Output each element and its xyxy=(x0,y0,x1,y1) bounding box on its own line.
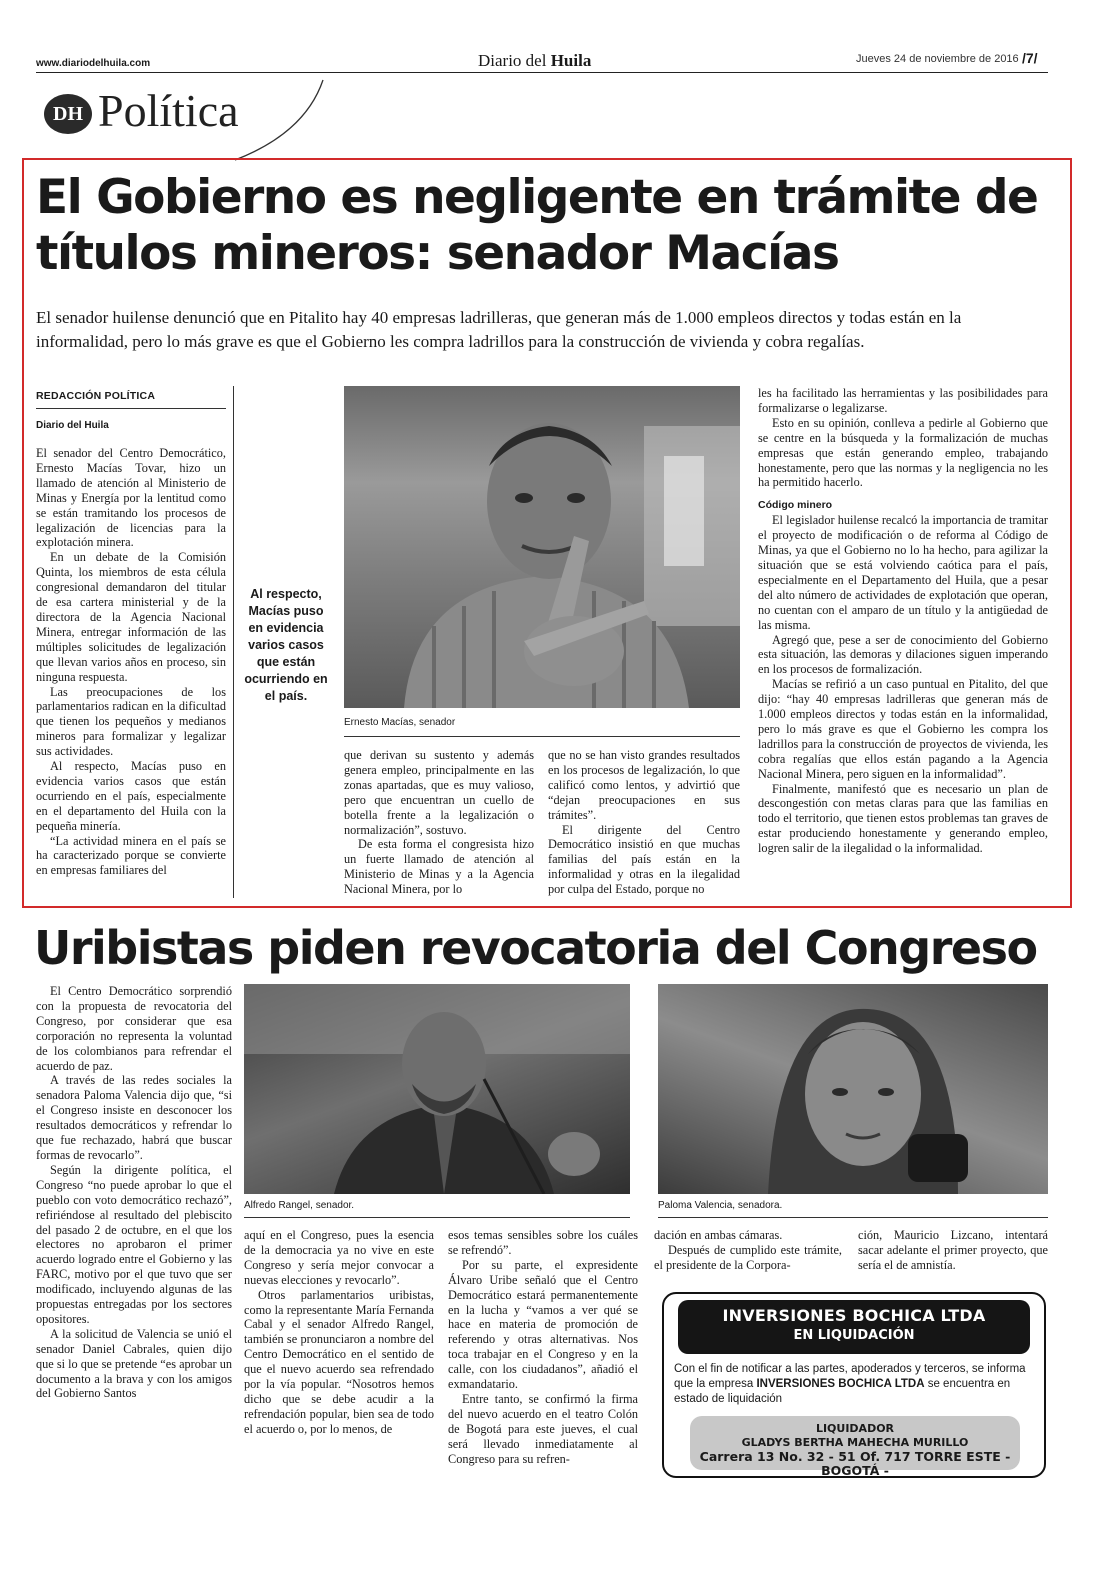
article1-column-3 xyxy=(548,748,740,898)
paragraph: aquí en el Congreso, pues la esencia de la democracia ya no vive en este Congreso y sería mejor convocar a nuevas elecciones y revocarlo”. xyxy=(244,1228,434,1287)
paragraph: Entre tanto, se confirmó la firma del nuevo acuerdo en el teatro Colón de Bogotá para este jueves, el cual será llevado inmediatamente al Congreso para su refren- xyxy=(448,1391,638,1466)
paragraph: El senador del Centro Democrático, Ernesto Macías Tovar, hizo un llamado de atención al Ministerio de Minas y Energía por la lentitud como se están tramitando los procesos de legalización de licencias para la explotación minera. xyxy=(36,446,226,550)
section-curve-decoration xyxy=(235,78,325,164)
page-number: /7/ xyxy=(1022,50,1038,66)
header-rule xyxy=(36,72,1048,73)
notice-contact xyxy=(690,1416,1020,1478)
article2-photo2-caption: Paloma Valencia, senadora. xyxy=(658,1200,783,1211)
article2-photo1-caption: Alfredo Rangel, senador. xyxy=(244,1200,355,1211)
article1-headline: El Gobierno es negligente en trámite de títulos mineros: senador Macías xyxy=(36,170,1038,281)
paragraph: El dirigente del Centro Democrático insistió en que muchas familias del país están en la informalidad y otras en la ilegalidad por culpa del Estado, porque no xyxy=(548,822,740,897)
paragraph: En un debate de la Comisión Quinta, los miembros de esta célula congresional demandaron del titular de esa cartera ministerial y de la directora de la Agencia Nacional Minera, entregar información de las múltiples solicitudes de legalización que llevan varios años en proceso, sin ninguna respuesta. xyxy=(36,550,226,684)
paragraph: Las preocupaciones de los parlamentarios radican en la dificultad que tienen los pequeños y medianos mineros para formalizar y legalizar sus actividades. xyxy=(36,684,226,759)
article1-column-1 xyxy=(36,446,226,898)
site-url: www.diariodelhuila.com xyxy=(36,58,151,69)
paragraph: Macías se refirió a un caso puntual en Pitalito, del que dijo: “hay 40 empresas ladrilleras que generan más de 1.000 empleos directos y todas están en la informalidad, pero lo más grave es que el Gobierno les compra los ladrillos para la construcción de proyectos de vivienda, les cobra regalías que ellos están pagando a la Agencia Nacional Minera, pero siguen en la informalidad”. xyxy=(758,677,1048,781)
paragraph: “La actividad minera en el país se ha caracterizado porque se convierte en empresas familiares del xyxy=(36,833,226,878)
edition-date: Jueves 24 de noviembre de 2016 xyxy=(856,53,1019,65)
byline-rule xyxy=(36,408,226,409)
newspaper-name: Diario del Huila xyxy=(478,51,592,70)
article2-headline: Uribistas piden revocatoria del Congreso xyxy=(34,921,1037,975)
paragraph: El legislador huilense recalcó la importancia de tramitar el proyecto de modificación o de reforma al Código de Minas, ya que el Gobierno no lo ha hecho, para agilizar la situación que se está volviendo caótica para el país, especialmente en el Departamento del Huila, que a pesar del alto número de actividades de explotación que operan, no cuentan con el amparo de un título y la antigüedad de las misma. xyxy=(758,513,1048,632)
article1-source: Diario del Huila xyxy=(36,420,109,431)
article2-column-2 xyxy=(244,1228,434,1524)
notice-subtitle: EN LIQUIDACIÓN xyxy=(793,1328,915,1343)
photo-alfredo-rangel xyxy=(244,984,630,1194)
article1-column-2 xyxy=(344,748,534,898)
article1-byline: REDACCIÓN POLÍTICA xyxy=(36,390,156,402)
article2-column-5 xyxy=(858,1228,1048,1278)
photo-paloma-valencia xyxy=(658,984,1048,1194)
paragraph: Después de cumplido este trámite, el presidente de la Corpora- xyxy=(654,1242,842,1272)
caption-rule xyxy=(658,1217,1048,1218)
paragraph: Esto en su opinión, conlleva a pedirle al Gobierno que se centre en la búsqueda y la formalización de muchas empresas que están generando empleo, trabajando honestamente, pero que las normas y la negligencia no les ha permitido hacerlo. xyxy=(758,415,1048,490)
notice-role: LIQUIDADOR xyxy=(815,1422,895,1435)
article2-column-4 xyxy=(654,1228,842,1278)
paragraph: A la solicitud de Valencia se unió el senador Daniel Cabrales, quien dijo que si lo que se pretende “es aprobar un documento a la brava y con los amigos del Gobierno Santos xyxy=(36,1326,232,1401)
paragraph: ción, Mauricio Lizcano, intentará sacar adelante el primer proyecto, que sería el de amnistía. xyxy=(858,1228,1048,1272)
paragraph: Según la dirigente política, el Congreso “no puede aprobar lo que el pueblo con voto democrático rechazó”, refiriéndose al resultado del plebiscito del pasado 2 de octubre, en el que los electores no aprobaron el primer acuerdo logrado entre el Gobierno y las FARC, motivo por el que tuvo que ser modificado, incluyendo algunas de las propuestas entregadas por los sectores opositores. xyxy=(36,1162,232,1326)
column-rule xyxy=(233,386,234,898)
section-logo: DH xyxy=(44,94,92,134)
caption-rule xyxy=(344,736,740,737)
article1-subhead: Código minero xyxy=(758,499,833,512)
notice-liquidator-name: GLADYS BERTHA MAHECHA MURILLO xyxy=(741,1436,969,1449)
paragraph: El Centro Democrático sorprendió con la propuesta de revocatoria del Congreso, por considerar que esa corporación no representa la voluntad de los colombianos para refrendar el acuerdo de paz. xyxy=(36,984,232,1073)
paragraph: De esta forma el congresista hizo un fuerte llamado de atención al Ministerio de Minas y a la Agencia Nacional Minera, por lo xyxy=(344,837,534,897)
paragraph: Por su parte, el expresidente Álvaro Uribe señaló que el Centro Democrático estará permanentemente en la lucha y “vamos a ver qué se hace en materia de promoción de referendo y otras alternativas. Nos toca trabajar en el Congreso y en la calle, con los ciudadanos”, añadió el exmandatario. xyxy=(448,1257,638,1392)
paragraph: esos temas sensibles sobre los cuáles se refrendó”. xyxy=(448,1228,638,1257)
valencia-portrait-illustration xyxy=(658,984,1048,1194)
section-name: Política xyxy=(98,85,239,136)
article2-column-3 xyxy=(448,1228,638,1524)
paragraph: que derivan su sustento y además genera empleo, principalmente en las zonas apartadas, que es muy valioso, pero que encuentran un cuello de botella frente a la legalización o normalización”, sostuvo. xyxy=(344,748,534,837)
article1-lead: El senador huilense denunció que en Pitalito hay 40 empresas ladrilleras, que generan más de 1.000 empleos directos y todas están en la informalidad, pero lo más grave es que el Gobierno les compra ladrillos para la construcción de vivienda y cobra regalías. xyxy=(36,308,962,351)
paragraph: Al respecto, Macías puso en evidencia varios casos que están ocurriendo en el país, especialmente en el departamento del Huila con la pequeña minería. xyxy=(36,759,226,833)
photo-ernesto-macias xyxy=(344,386,740,708)
notice-header xyxy=(678,1300,1030,1354)
article1-column-4 xyxy=(758,386,1048,898)
paragraph: que no se han visto grandes resultados en los procesos de legalización, lo que calificó como lentos, y advirtió que “dejan preocupaciones en sus trámites”. xyxy=(548,748,740,822)
article1-photo-caption: Ernesto Macías, senador xyxy=(344,717,456,728)
caption-rule xyxy=(244,1217,630,1218)
paragraph: Agregó que, pese a ser de conocimiento del Gobierno esta situación, las demoras y dilaciones siguen imperando en los procesos de formalización. xyxy=(758,632,1048,677)
senator-portrait-illustration xyxy=(344,386,740,708)
rangel-portrait-illustration xyxy=(244,984,630,1194)
paragraph: dación en ambas cámaras. xyxy=(654,1228,783,1242)
notice-body: Con el fin de notificar a las partes, apoderados y terceros, se informa que la empresa INVERSIONES BOCHICA LTDA se encuentra en estado de liquidación xyxy=(674,1363,1026,1405)
notice-title: INVERSIONES BOCHICA LTDA xyxy=(722,1306,986,1325)
paragraph: Finalmente, manifestó que es necesario un plan de descongestión con metas claras para que las familias en todo el territorio, que tienen estos problemas tan graves de estar produciendo honestamente y generando empleo, logren salir de la ilegalidad o la informalidad. xyxy=(758,781,1048,856)
article2-column-1 xyxy=(36,984,232,1524)
notice-address: Carrera 13 No. 32 - 51 Of. 717 TORRE ESTE - BOGOTÁ - xyxy=(699,1449,1011,1478)
paragraph: Otros parlamentarios uribistas, como la representante María Fernanda Cabal y el senador Alfredo Rangel, también se pronunciaron a nombre del Centro Democrático en el sentido de que el nuevo acuerdo sea refrendado por la vía popular. “Nosotros hemos dicho que se debe acudir a la refrendación popular, bien sea de todo el acuerdo o, por lo menos, de xyxy=(244,1287,434,1436)
paragraph: A través de las redes sociales la senadora Paloma Valencia dijo que, “si el Congreso insiste en desconocer los resultados democráticos y refrendar lo que fue rechazado, habrá que buscar formas de revocarlo”. xyxy=(36,1073,232,1162)
paragraph: les ha facilitado las herramientas y las posibilidades para formalizarse o legalizarse. xyxy=(758,386,1048,415)
article1-pull-quote: Al respecto, Macías puso en evidencia varios casos que están ocurriendo en el país. xyxy=(244,587,328,703)
